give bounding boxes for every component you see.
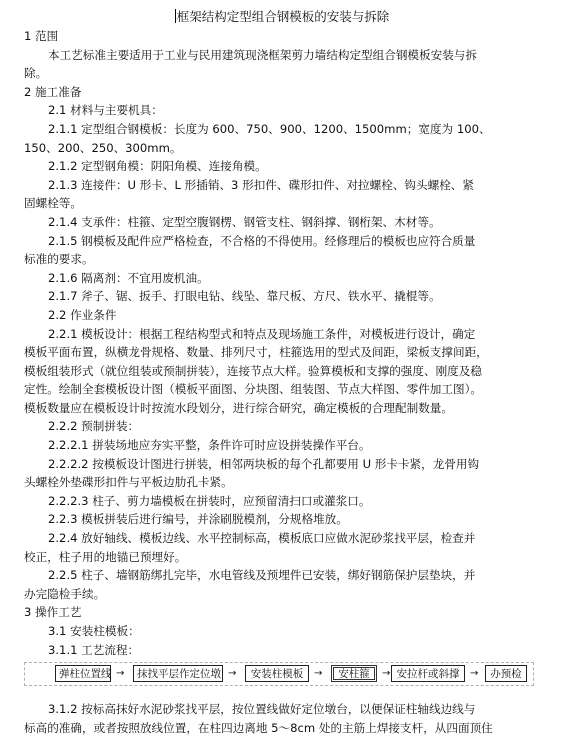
text-line: 2.1.4 支承件：柱箍、定型空腹钢楞、钢管支柱、钢斜撑、钢桁架、木材等。	[48, 214, 441, 229]
text-line: 标准的要求。	[24, 252, 94, 267]
text-line: 1 范围	[24, 29, 59, 43]
text-line: 150、200、250、300mm。	[24, 140, 182, 155]
flow-step: 安拉杆或斜撑	[391, 665, 465, 682]
flow-step: 安柱箍	[331, 665, 377, 682]
process-flowchart	[24, 662, 534, 686]
text-line: 3.1.1 工艺流程：	[48, 642, 140, 657]
text-line: 2.2.4 放好轴线、模板边线、水平控制标高，模板底口应做水泥砂浆找平层，检查并	[48, 531, 476, 546]
text-line: 2.2.2.1 拼装场地应夯实平整，条件许可时应设拼装操作平台。	[48, 438, 371, 453]
text-line: 标高的准确，或者按照放线位置，在柱四边离地 5～8cm 处的主筋上焊接支杆，从四面顶住	[24, 720, 493, 735]
text-line: 2.1.6 隔离剂：不宜用废机油。	[48, 270, 209, 285]
text-line: 模板组装形式（就位组装或预制拼装），连接节点大样。验算模板和支撑的强度、刚度及稳	[24, 363, 482, 378]
flow-step: 安装柱模板	[245, 665, 309, 682]
text-line: 2.1.2 定型钢角模：阴阳角模、连接角模。	[48, 159, 267, 174]
text-line: 2 施工准备	[24, 84, 82, 99]
text-line: 2.1.3 连接件：U 形卡、L 形插销、3 形扣件、碟形扣件、对拉螺栓、钩头螺栓、紧	[48, 177, 474, 192]
text-line: 办完隐检手续。	[24, 586, 106, 601]
flow-arrow: →	[314, 668, 323, 679]
flow-arrow: →	[116, 668, 125, 679]
text-line: 本工艺标准主要适用于工业与民用建筑现浇框架剪力墙结构定型组合钢模板安装与拆	[48, 47, 477, 62]
text-line: 头螺栓外垫碟形扣件与平板边肋孔卡紧。	[24, 475, 233, 490]
text-line: 2.2 作业条件	[48, 307, 117, 322]
text-line: 2.1.5 钢模板及配件应严格检查，不合格的不得使用。经修理后的模板也应符合质量	[48, 233, 476, 248]
text-line: 2.2.3 模板拼装后进行编号，并涂刷脱模剂，分规格堆放。	[48, 512, 348, 527]
document-title	[0, 9, 564, 25]
text-line: 2.2.2.3 柱子、剪力墙模板在拼装时，应预留清扫口或灌浆口。	[48, 493, 371, 508]
flow-arrow: →	[228, 668, 237, 679]
text-line: 3 操作工艺	[24, 605, 82, 620]
flow-arrow: →	[382, 668, 391, 679]
text-cursor	[175, 9, 176, 23]
text-line: 固螺栓等。	[24, 196, 82, 211]
text-line: 2.2.5 柱子、墙钢筋绑扎完毕，水电管线及预埋件已安装，绑好钢筋保护层垫块，并	[48, 568, 476, 583]
flow-step: 抹找平层作定位墩	[133, 665, 223, 682]
text-line: 2.1.1 定型组合钢模板：长度为 600、750、900、1200、1500mm；宽度为 100、	[48, 121, 491, 136]
text-line: 3.1 安装柱模板：	[48, 624, 140, 638]
flow-step: 办预检	[485, 665, 527, 682]
document-body	[24, 27, 532, 659]
text-line: 校正，柱子用的地锚已预埋好。	[24, 549, 187, 564]
title-text: 框架结构定型组合钢模板的安装与拆除	[176, 9, 390, 24]
text-line: 模板平面布置，纵横龙骨规格、数量、排列尺寸，柱箍选用的型式及间距，梁板支撑间距，	[24, 345, 488, 360]
text-line: 定性。绘制全套模板设计图（模板平面图、分块图、组装图、节点大样图、零件加工图）。	[24, 382, 482, 397]
document-body-continued	[24, 700, 532, 737]
text-line: 除。	[24, 66, 48, 81]
flow-step: 弹柱位置线	[55, 665, 111, 682]
text-line: 3.1.2 按标高抹好水泥砂浆找平层，按位置线做好定位墩台，以便保证柱轴线边线与	[48, 702, 476, 716]
text-line: 2.1 材料与主要机具：	[48, 103, 163, 118]
text-line: 2.2.2.2 按模板设计图进行拼装，相邻两块板的每个孔都要用 U 形卡卡紧，龙骨用钩	[48, 456, 480, 471]
text-line: 2.2.1 模板设计：根据工程结构型式和特点及现场施工条件，对模板进行设计，确定	[48, 326, 476, 341]
text-line: 模板数量应在模板设计时按流水段划分，进行综合研究，确定模板的合理配制数量。	[24, 400, 453, 415]
text-line: 2.2.2 预制拼装：	[48, 419, 140, 434]
text-line: 2.1.7 斧子、锯、扳手、打眼电钻、线坠、靠尺板、方尺、铁水平、撬棍等。	[48, 289, 441, 304]
flow-arrow: →	[470, 668, 479, 679]
